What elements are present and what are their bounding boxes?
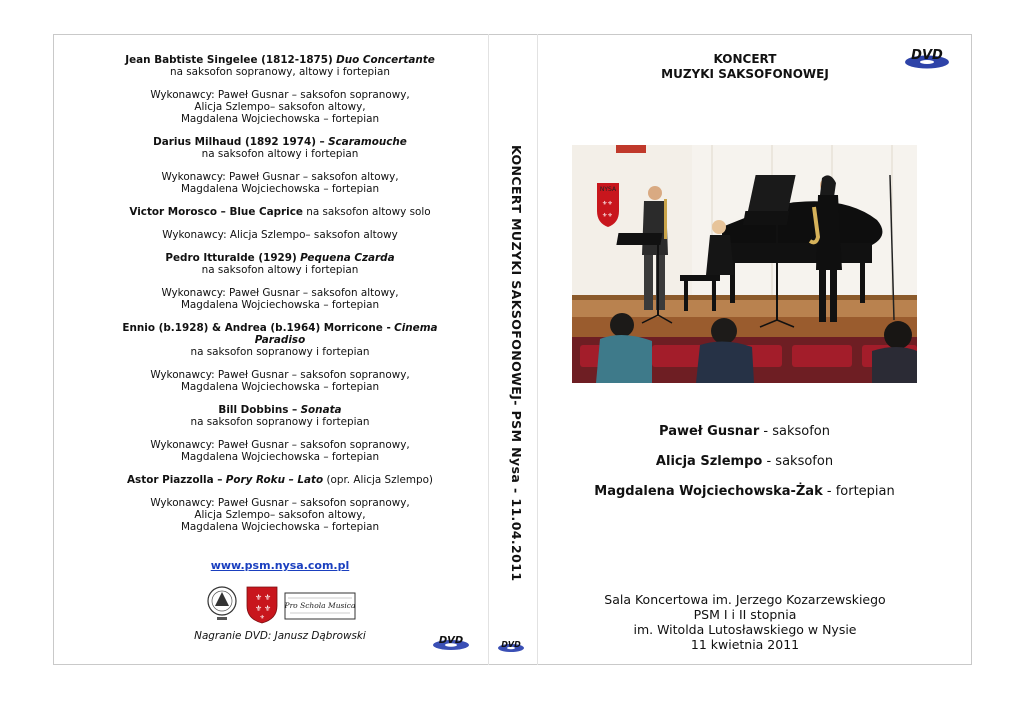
program-piece — [100, 322, 460, 393]
composer: Darius Milhaud (1892 1974) – — [153, 136, 325, 148]
svg-text:⚜⚜: ⚜⚜ — [602, 212, 613, 219]
venue-info — [590, 592, 900, 652]
performers-list — [100, 89, 460, 125]
composer: Ennio (b.1928) & Andrea (b.1964) Morricone - — [122, 322, 391, 334]
sponsor-logos — [205, 584, 365, 624]
website-link[interactable]: www.psm.nysa.com.pl — [210, 559, 350, 572]
performer-row — [572, 484, 917, 499]
program-piece — [100, 136, 460, 195]
performer-line: Magdalena Wojciechowska – fortepian — [180, 183, 380, 195]
svg-text:⚜: ⚜ — [255, 604, 263, 613]
program-piece — [100, 206, 460, 241]
program-piece — [100, 404, 460, 463]
venue-line: im. Witolda Lutosławskiego w Nysie — [633, 622, 857, 637]
spine-fold-right — [537, 34, 538, 665]
svg-text:⚜: ⚜ — [255, 593, 263, 602]
pro-schola-musica-logo — [284, 593, 356, 619]
piece-title: Duo Concertante — [336, 54, 435, 66]
program-piece — [100, 474, 460, 533]
performers-list — [100, 171, 460, 195]
composer: Jean Babtiste Singelee (1812-1875) — [125, 54, 333, 66]
instrumentation: na saksofon altowy i fortepian — [201, 264, 359, 276]
nysa-banner — [597, 183, 619, 227]
performer-line: Magdalena Wojciechowska – fortepian — [180, 381, 380, 393]
dvd-label: DVD — [438, 635, 464, 646]
spine-title: KONCERT MUZYKI SAKSOFONOWEJ- PSM Nysa - 11.04.2011 — [509, 145, 524, 582]
performer-line: Wykonawcy: Paweł Gusnar – saksofon sopranowy, — [150, 439, 410, 451]
composer: Astor Piazzolla – — [127, 474, 223, 486]
program-piece — [100, 252, 460, 311]
performer-line: Magdalena Wojciechowska – fortepian — [180, 521, 380, 533]
performer-name: Paweł Gusnar — [659, 424, 760, 439]
piece-title: Sonata — [300, 404, 342, 416]
performer-line: Alicja Szlempo– saksofon altowy, — [194, 101, 366, 113]
performer-line: Wykonawcy: Alicja Szlempo– saksofon altowy — [162, 229, 398, 241]
piece-title: Scaramouche — [328, 136, 407, 148]
svg-text:⚜: ⚜ — [259, 614, 265, 621]
performers-list — [100, 439, 460, 463]
performer-line: Wykonawcy: Paweł Gusnar – saksofon sopranowy, — [150, 89, 410, 101]
performer-role: - saksofon — [759, 424, 830, 439]
front-cover-title — [620, 52, 870, 82]
performer-row — [572, 454, 917, 469]
venue-line: PSM I i II stopnia — [693, 607, 797, 622]
svg-text:⚜⚜: ⚜⚜ — [602, 200, 613, 207]
banner-text: NYSA — [599, 186, 617, 193]
performer-line: Magdalena Wojciechowska – fortepian — [180, 299, 380, 311]
performer-line: Alicja Szlempo– saksofon altowy, — [194, 509, 366, 521]
svg-text:⚜: ⚜ — [264, 604, 272, 613]
piece-title: Pequena Czarda — [300, 252, 395, 264]
dvd-logo-icon — [432, 633, 470, 651]
composer: Bill Dobbins – — [218, 404, 298, 416]
logo-text: Pro Schola Musica — [284, 601, 356, 610]
concert-photo — [572, 145, 917, 383]
instrumentation: na saksofon sopranowy, altowy i fortepian — [170, 66, 390, 78]
composer: Victor Morosco – Blue Caprice — [129, 206, 303, 218]
concert-date: 11 kwietnia 2011 — [690, 637, 800, 652]
title-line: MUZYKI SAKSOFONOWEJ — [661, 67, 829, 81]
composer: Pedro Itturalde (1929) — [165, 252, 297, 264]
performer-line: Wykonawcy: Paweł Gusnar – saksofon altowy, — [161, 287, 399, 299]
piece-title: Cinema Paradiso — [254, 322, 438, 346]
venue-line: Sala Koncertowa im. Jerzego Kozarzewskiego — [604, 592, 886, 607]
performers-list — [100, 497, 460, 533]
back-cover-program — [100, 54, 460, 533]
coat-of-arms-icon — [247, 587, 277, 623]
performer-line: Magdalena Wojciechowska – fortepian — [180, 451, 380, 463]
performer-line: Wykonawcy: Paweł Gusnar – saksofon sopranowy, — [150, 497, 410, 509]
instrumentation: na saksofon sopranowy i fortepian — [190, 416, 370, 428]
instrumentation: na saksofon altowy i fortepian — [201, 148, 359, 160]
piece-title: Pory Roku – Lato — [225, 474, 324, 486]
dvd-label: DVD — [501, 640, 521, 649]
recording-credit: Nagranie DVD: Janusz Dąbrowski — [194, 630, 366, 642]
dvd-logo-icon — [904, 46, 950, 70]
school-seal-icon — [208, 587, 236, 620]
concert-photo-image — [572, 145, 917, 383]
performer-line: Magdalena Wojciechowska – fortepian — [180, 113, 380, 125]
logos-svg — [205, 584, 365, 624]
performers-list — [100, 229, 460, 241]
title-line: KONCERT — [713, 52, 777, 66]
front-performers — [572, 424, 917, 514]
performer-role: - fortepian — [822, 484, 895, 499]
svg-text:⚜: ⚜ — [264, 593, 272, 602]
performer-line: Wykonawcy: Paweł Gusnar – saksofon sopranowy, — [150, 369, 410, 381]
dvd-label: DVD — [911, 48, 943, 63]
arrangement-note: (opr. Alicja Szlempo) — [323, 474, 433, 486]
performer-role: - saksofon — [762, 454, 834, 469]
performer-name: Alicja Szlempo — [655, 454, 763, 469]
performer-row — [572, 424, 917, 439]
program-piece — [100, 54, 460, 125]
performers-list — [100, 369, 460, 393]
instrumentation: na saksofon altowy solo — [302, 206, 431, 218]
performer-name: Magdalena Wojciechowska-Żak — [594, 484, 823, 499]
performers-list — [100, 287, 460, 311]
instrumentation: na saksofon sopranowy i fortepian — [190, 346, 370, 358]
performer-line: Wykonawcy: Paweł Gusnar – saksofon altowy, — [161, 171, 399, 183]
